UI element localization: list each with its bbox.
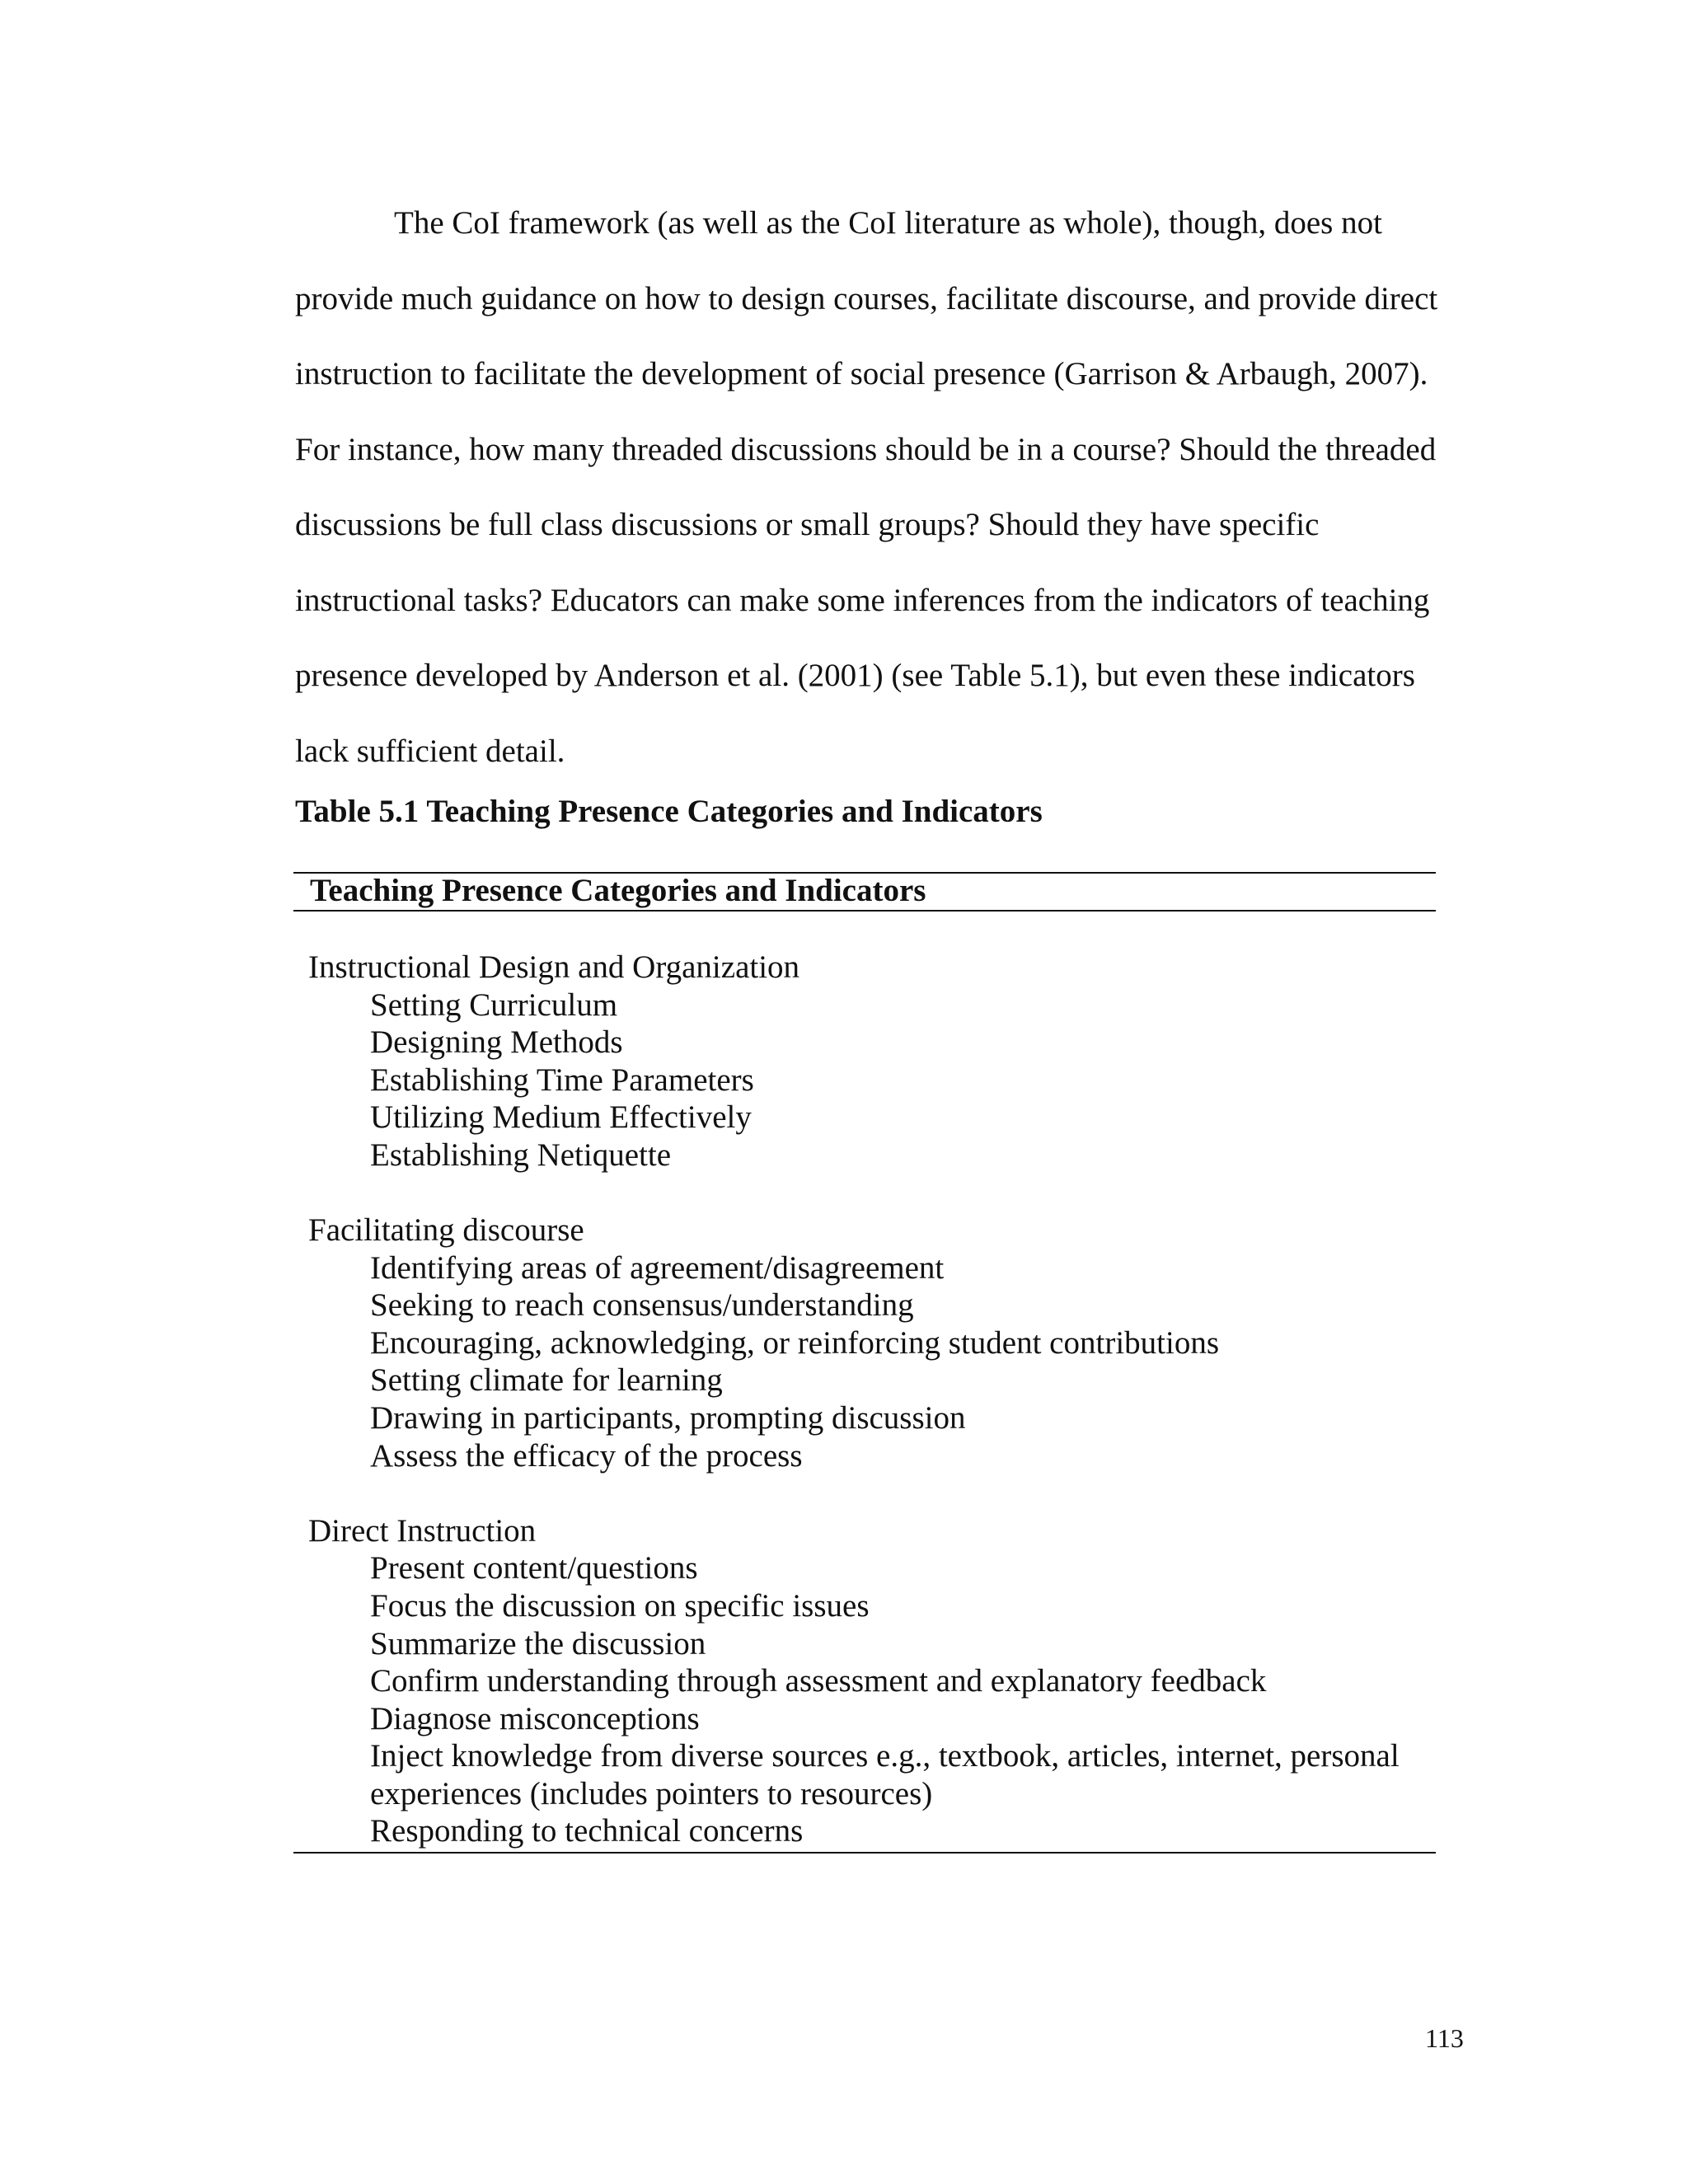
category-title: Instructional Design and Organization <box>308 949 800 985</box>
paragraph-line: instruction to facilitate the development of social presence (Garrison & Arbaugh, 2007). <box>295 356 1428 391</box>
category-title: Facilitating discourse <box>308 1212 584 1249</box>
indicator-item: Setting Curriculum <box>370 987 618 1023</box>
indicator-item: Present content/questions <box>370 1550 698 1586</box>
paragraph-line: presence developed by Anderson et al. (2001) (see Table 5.1), but even these indicators <box>295 658 1415 693</box>
indicator-item: Utilizing Medium Effectively <box>370 1099 752 1136</box>
category-instructional-design <box>308 949 1437 1174</box>
indicator-item: Focus the discussion on specific issues <box>370 1587 870 1624</box>
paragraph-line: provide much guidance on how to design courses, facilitate discourse, and provide direct <box>295 280 1438 316</box>
indicator-item: experiences (includes pointers to resources) <box>370 1775 933 1811</box>
category-facilitating-discourse <box>308 1212 1437 1474</box>
paragraph-line: lack sufficient detail. <box>295 733 565 769</box>
paragraph-line: instructional tasks? Educators can make some inferences from the indicators of teaching <box>295 582 1430 618</box>
table-bottom-rule <box>293 1852 1436 1854</box>
table-header: Teaching Presence Categories and Indicators <box>310 873 926 908</box>
category-title: Direct Instruction <box>308 1512 537 1549</box>
indicator-item: Identifying areas of agreement/disagreement <box>370 1249 945 1286</box>
page-number: 113 <box>1425 2023 1464 2053</box>
table-header-rule <box>293 910 1436 912</box>
indicator-item: Drawing in participants, prompting discussion <box>370 1400 966 1436</box>
indicator-item: Establishing Netiquette <box>370 1137 672 1173</box>
indicator-item: Confirm understanding through assessment and explanatory feedback <box>370 1663 1267 1699</box>
indicator-item: Setting climate for learning <box>370 1362 723 1399</box>
paragraph-line: The CoI framework (as well as the CoI literature as whole), though, does not <box>394 205 1382 241</box>
indicator-item: Summarize the discussion <box>370 1625 706 1661</box>
indicator-item: Diagnose misconceptions <box>370 1700 700 1736</box>
paragraph-line: discussions be full class discussions or small groups? Should they have specific <box>295 507 1320 542</box>
indicator-item: Inject knowledge from diverse sources e.g., textbook, articles, internet, personal <box>370 1738 1400 1774</box>
indicator-item: Encouraging, acknowledging, or reinforcing student contributions <box>370 1324 1219 1361</box>
body-paragraph <box>295 185 1465 789</box>
indicator-item: Responding to technical concerns <box>370 1813 804 1849</box>
indicator-item: Designing Methods <box>370 1024 623 1061</box>
table-caption: Table 5.1 Teaching Presence Categories and Indicators <box>295 794 1043 829</box>
indicator-item: Seeking to reach consensus/understanding <box>370 1287 914 1324</box>
indicator-item: Assess the efficacy of the process <box>370 1437 803 1474</box>
indicator-item: Establishing Time Parameters <box>370 1062 754 1098</box>
paragraph-line: For instance, how many threaded discussions should be in a course? Should the threaded <box>295 431 1437 467</box>
category-direct-instruction <box>308 1512 1437 1850</box>
table-body <box>308 949 1437 1850</box>
